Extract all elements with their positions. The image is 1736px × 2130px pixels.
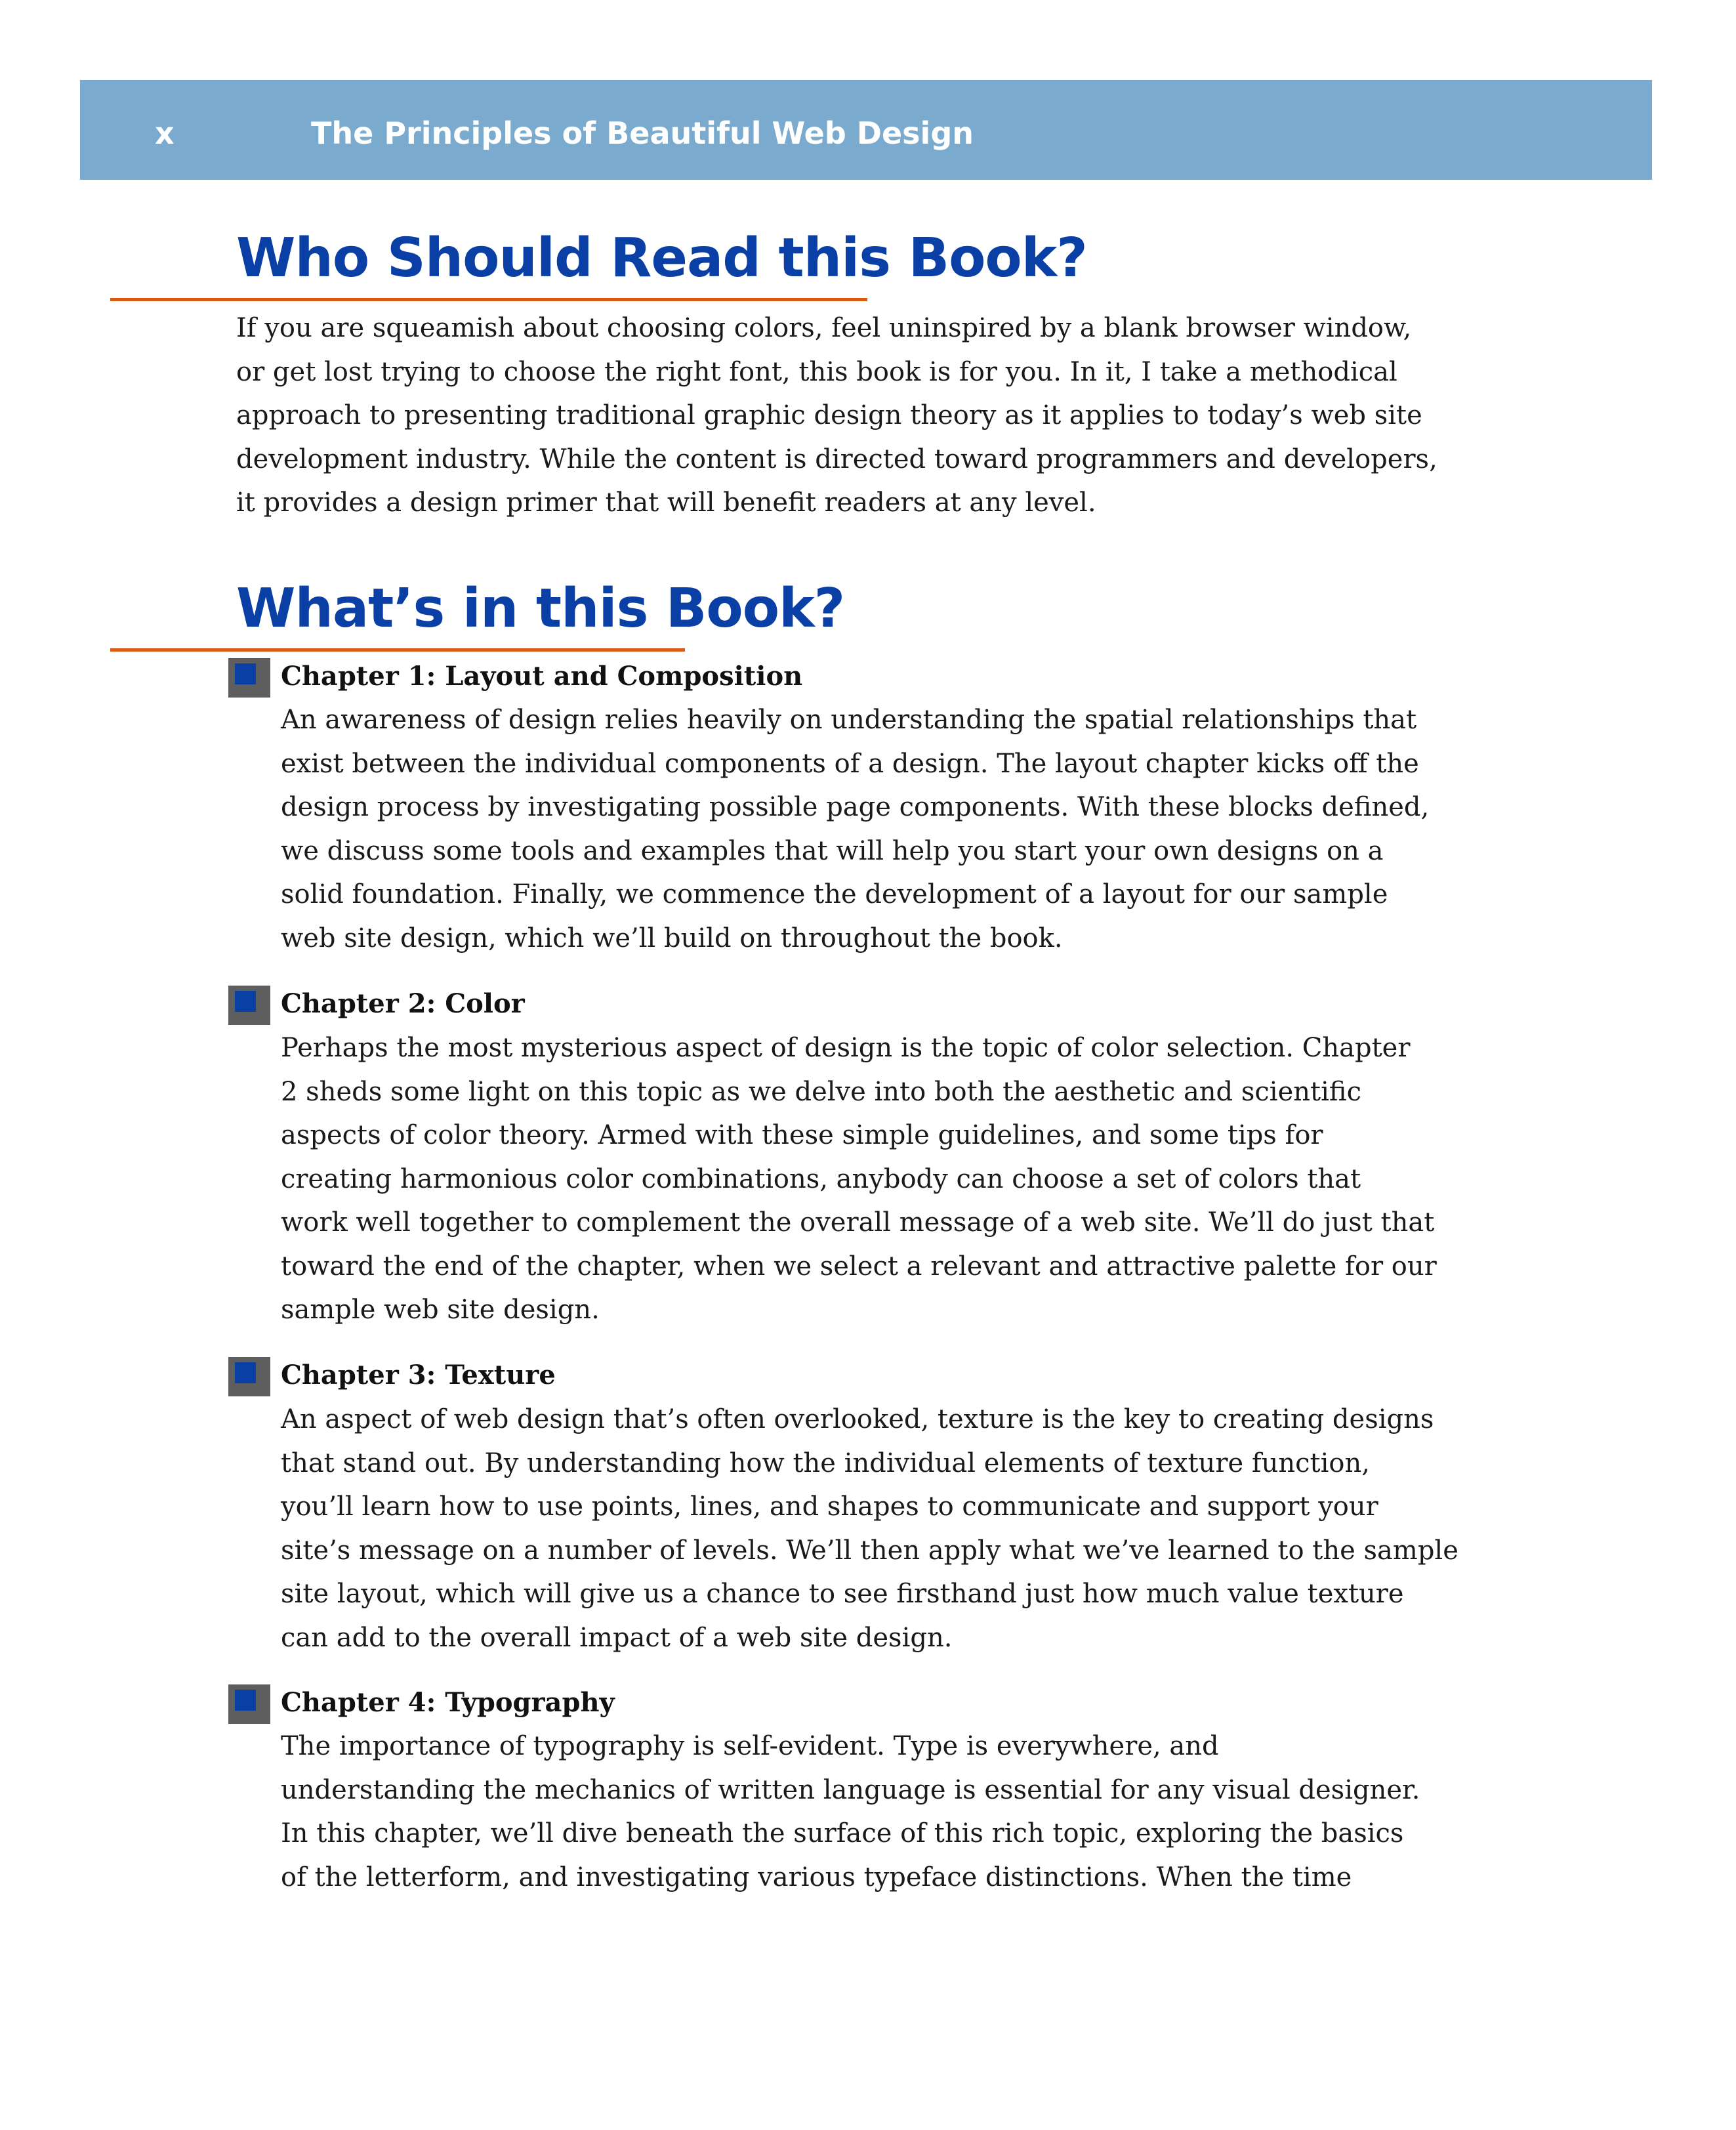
square-bullet-icon: [228, 986, 270, 1025]
chapter-description: [281, 1724, 1420, 1899]
paragraph-line: site layout, which will give us a chance to see firsthand just how much value texture: [281, 1579, 1404, 1609]
paragraph-line: of the letterform, and investigating various typeface distinctions. When the time: [281, 1862, 1352, 1892]
chapter-description: [281, 1026, 1437, 1332]
paragraph-line: In this chapter, we’ll dive beneath the surface of this rich topic, exploring the basics: [281, 1818, 1404, 1848]
page-number: x: [155, 115, 175, 151]
paragraph-line: it provides a design primer that will benefit readers at any level.: [236, 488, 1096, 518]
paragraph-line: 2 sheds some light on this topic as we delve into both the aesthetic and scientific: [281, 1076, 1361, 1107]
heading-whats-in-book: What’s in this Book?: [236, 577, 845, 640]
paragraph-line: approach to presenting traditional graphic design theory as it applies to today’s web site: [236, 400, 1422, 430]
paragraph-line: Perhaps the most mysterious aspect of design is the topic of color selection. Chapter: [281, 1033, 1411, 1063]
paragraph-line: that stand out. By understanding how the individual elements of texture function,: [281, 1448, 1370, 1478]
paragraph-line: The importance of typography is self-evident. Type is everywhere, and: [281, 1731, 1219, 1761]
paragraph-line: work well together to complement the overall message of a web site. We’ll do just that: [281, 1207, 1435, 1238]
paragraph-line: you’ll learn how to use points, lines, and shapes to communicate and support your: [281, 1492, 1378, 1522]
paragraph-line: An awareness of design relies heavily on understanding the spatial relationships that: [281, 705, 1417, 735]
chapter-description: [281, 1398, 1458, 1660]
paragraph-line: exist between the individual components of a design. The layout chapter kicks off the: [281, 748, 1419, 779]
paragraph-line: An aspect of web design that’s often overlooked, texture is the key to creating designs: [281, 1404, 1434, 1434]
paragraph-line: understanding the mechanics of written language is essential for any visual designer.: [281, 1774, 1420, 1805]
running-title: The Principles of Beautiful Web Design: [311, 115, 974, 151]
paragraph-line: site’s message on a number of levels. We’ll then apply what we’ve learned to the sample: [281, 1535, 1458, 1566]
chapter-title: Chapter 4: Typography: [281, 1687, 615, 1718]
chapter-description: [281, 698, 1429, 960]
chapter-title: Chapter 3: Texture: [281, 1360, 556, 1390]
paragraph-line: aspects of color theory. Armed with these simple guidelines, and some tips for: [281, 1120, 1323, 1150]
intro-paragraph: [236, 306, 1437, 525]
square-bullet-icon: [228, 658, 270, 698]
chapter-title: Chapter 1: Layout and Composition: [281, 661, 803, 692]
paragraph-line: web site design, which we’ll build on throughout the book.: [281, 923, 1063, 953]
paragraph-line: toward the end of the chapter, when we select a relevant and attractive palette for our: [281, 1251, 1437, 1282]
paragraph-line: sample web site design.: [281, 1295, 600, 1325]
paragraph-line: If you are squeamish about choosing colors, feel uninspired by a blank browser window,: [236, 313, 1412, 343]
paragraph-line: design process by investigating possible page components. With these blocks defined,: [281, 792, 1430, 822]
heading-who-should-read: Who Should Read this Book?: [236, 227, 1087, 289]
heading-underline: [110, 298, 867, 301]
square-bullet-icon: [228, 1684, 270, 1724]
heading-underline: [110, 648, 685, 652]
paragraph-line: can add to the overall impact of a web site design.: [281, 1622, 953, 1653]
paragraph-line: solid foundation. Finally, we commence the development of a layout for our sample: [281, 879, 1388, 909]
square-bullet-icon: [228, 1357, 270, 1396]
chapter-title: Chapter 2: Color: [281, 988, 525, 1019]
paragraph-line: creating harmonious color combinations, anybody can choose a set of colors that: [281, 1163, 1361, 1194]
paragraph-line: or get lost trying to choose the right font, this book is for you. In it, I take a methodical: [236, 356, 1397, 387]
paragraph-line: development industry. While the content is directed toward programmers and developers,: [236, 444, 1437, 474]
paragraph-line: we discuss some tools and examples that will help you start your own designs on a: [281, 835, 1384, 866]
